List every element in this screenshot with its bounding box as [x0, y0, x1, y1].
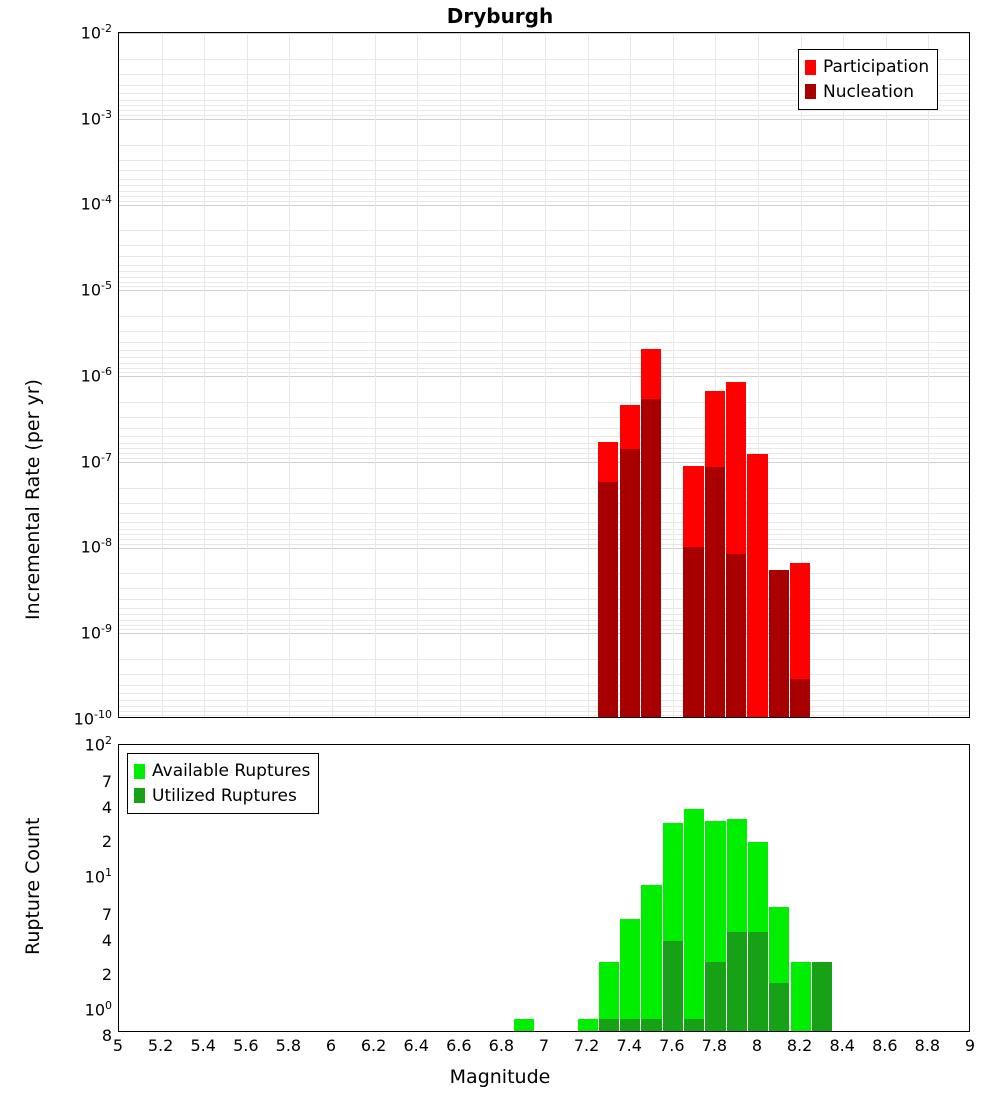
bar-nucleation [726, 554, 746, 717]
ytick-top: $10^{-9}$ [80, 622, 112, 643]
bar-available [514, 1019, 534, 1031]
chart-title: Dryburgh [446, 4, 554, 28]
xtick: 6 [325, 1036, 337, 1055]
legend-bottom [127, 753, 319, 814]
bar-available [578, 1019, 598, 1031]
bar-utilized [599, 1019, 619, 1031]
ytick-top: $10^{-8}$ [80, 536, 112, 557]
bar-utilized [620, 1019, 640, 1031]
legend-swatch-utilized [134, 788, 145, 803]
xtick: 7.4 [616, 1036, 642, 1055]
ytick-top: $10^{-4}$ [80, 193, 112, 214]
xtick: 8.8 [914, 1036, 941, 1055]
bar-utilized [748, 932, 768, 1031]
bar-utilized [641, 1019, 661, 1031]
ytick-bottom: $10^1$ [84, 866, 112, 887]
bar-utilized [812, 962, 832, 1031]
legend-label: Participation [823, 57, 930, 77]
xtick: 6.6 [446, 1036, 472, 1055]
xtick: 7.2 [573, 1036, 600, 1055]
xtick: 5.6 [233, 1036, 259, 1055]
ytick-top: $10^{-2}$ [80, 22, 112, 43]
bar-utilized [705, 962, 725, 1031]
xtick: 8 [751, 1036, 763, 1055]
ytick-top: $10^{-6}$ [80, 365, 112, 386]
bar-nucleation [769, 570, 789, 717]
ytick-bottom: 2 [101, 965, 112, 984]
xtick: 6.2 [360, 1036, 387, 1055]
xtick: 8.2 [786, 1036, 813, 1055]
bar-available [791, 962, 811, 1031]
top-plot-area [118, 32, 970, 718]
ytick-top: $10^{-7}$ [80, 451, 112, 472]
legend-item [805, 80, 929, 105]
bar-nucleation [705, 467, 725, 717]
bar-participation [747, 454, 767, 717]
bar-available [641, 885, 661, 1031]
ytick-top: $10^{-10}$ [73, 708, 112, 729]
bar-utilized [769, 983, 789, 1031]
ytick-bottom: 8 [101, 1026, 112, 1045]
xtick: 6.8 [488, 1036, 515, 1055]
bottom-plot-area [118, 744, 970, 1032]
ytick-bottom: $10^0$ [84, 999, 112, 1020]
ytick-bottom: 4 [101, 798, 112, 817]
bar-nucleation [641, 399, 661, 717]
legend-label: Utilized Ruptures [152, 785, 297, 806]
legend-label: Available Ruptures [152, 761, 311, 781]
legend-label: Nucleation [823, 81, 915, 102]
bar-available [620, 919, 640, 1031]
ytick-top: $10^{-5}$ [80, 279, 112, 300]
xtick: 7.6 [659, 1036, 685, 1055]
xtick: 5.8 [275, 1036, 302, 1055]
xaxis-label: Magnitude [449, 1066, 551, 1088]
xtick: 5.2 [147, 1036, 174, 1055]
bar-utilized [663, 941, 683, 1031]
bar-utilized [727, 932, 747, 1031]
ytick-bottom: 2 [101, 832, 112, 851]
legend-item [805, 55, 929, 80]
bar-nucleation [598, 482, 618, 717]
bar-nucleation [620, 449, 640, 717]
xtick: 7 [538, 1036, 550, 1055]
ytick-bottom: $10^2$ [84, 734, 112, 755]
bar-utilized [684, 1019, 704, 1031]
bar-nucleation [790, 679, 810, 717]
xtick: 8.4 [829, 1036, 855, 1055]
top-ylabel: Incremental Rate (per yr) [22, 379, 44, 620]
legend-swatch-nucleation [805, 84, 816, 99]
ytick-top: $10^{-3}$ [80, 108, 112, 129]
ytick-bottom: 7 [101, 772, 112, 791]
ytick-bottom: 4 [101, 931, 112, 950]
bottom-ylabel: Rupture Count [22, 817, 44, 955]
ytick-bottom: 7 [101, 905, 112, 924]
legend-swatch-participation [805, 60, 816, 75]
legend-item [134, 759, 310, 784]
legend-swatch-available [134, 764, 145, 779]
xtick: 9 [964, 1036, 976, 1055]
legend-top [798, 49, 938, 110]
legend-item [134, 784, 310, 809]
bar-nucleation [683, 547, 703, 717]
xtick: 8.6 [872, 1036, 898, 1055]
xtick: 5 [112, 1036, 124, 1055]
xtick: 5.4 [190, 1036, 216, 1055]
xtick: 6.4 [403, 1036, 429, 1055]
xtick: 7.8 [701, 1036, 728, 1055]
bar-available [684, 809, 704, 1031]
